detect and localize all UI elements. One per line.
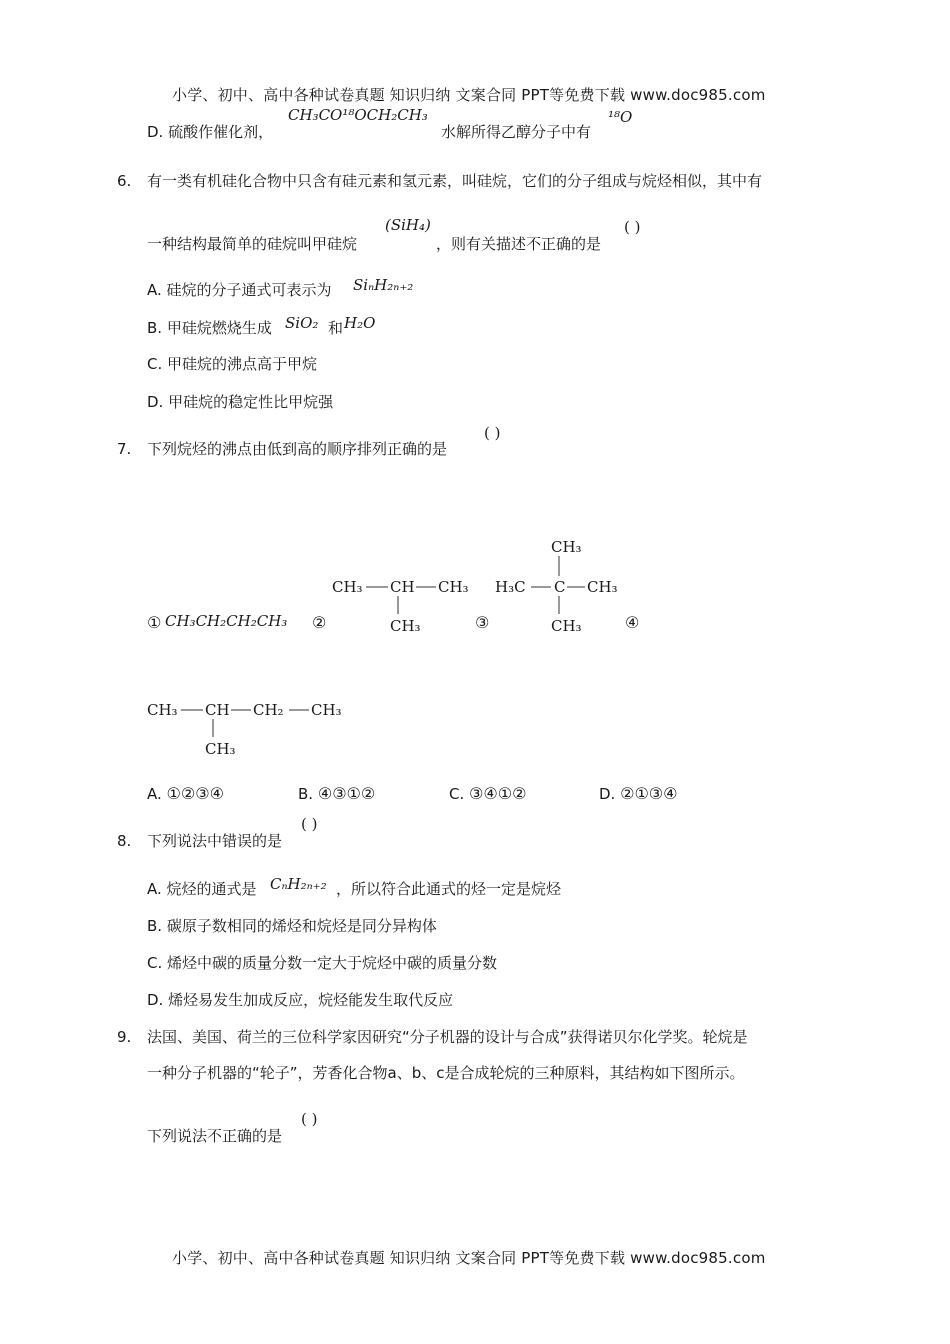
q6-option-b-formula1: SiO₂ bbox=[285, 314, 319, 332]
q7-stem: 下列烷烃的沸点由低到高的顺序排列正确的是 bbox=[147, 440, 448, 458]
q6-line2-prefix: 一种结构最简单的硅烷叫甲硅烷 bbox=[147, 235, 358, 253]
q6-line2-suffix: ，则有关描述不正确的是 bbox=[436, 235, 602, 253]
q6-number: 6. bbox=[117, 172, 132, 190]
s2-bottom: CH₃ bbox=[390, 617, 421, 635]
q6-line2-formula: (SiH₄) bbox=[385, 216, 431, 234]
q7-item3-label: ③ bbox=[475, 613, 490, 632]
s4-c1: CH₃ bbox=[147, 701, 178, 719]
q8-option-a-suffix: ，所以符合此通式的烃一定是烷烃 bbox=[336, 880, 562, 898]
s3-top: CH₃ bbox=[551, 538, 582, 556]
q8-option-a: A. 烷烃的通式是 bbox=[147, 880, 257, 898]
q6-option-b-formula2: H₂O bbox=[344, 314, 376, 332]
s3-bottom: CH₃ bbox=[551, 617, 582, 635]
q7-item4-label: ④ bbox=[625, 613, 640, 632]
q7-item1-formula: CH₃CH₂CH₂CH₃ bbox=[165, 612, 288, 630]
s4-c4: CH₃ bbox=[311, 701, 342, 719]
q9-line3: 下列说法不正确的是 bbox=[147, 1127, 283, 1145]
q9-line2: 一种分子机器的“轮子”，芳香化合物a、b、c是合成轮烷的三种原料，其结构如下图所示。 bbox=[147, 1064, 745, 1082]
q7-structure-2 bbox=[330, 570, 480, 640]
q7-structure-3 bbox=[493, 530, 628, 640]
q7-structure-4 bbox=[145, 693, 365, 763]
q8-number: 8. bbox=[117, 832, 132, 850]
q7-option-d-value: ②①③④ bbox=[620, 784, 678, 803]
q6-option-b: B. 甲硅烷燃烧生成 bbox=[147, 319, 272, 337]
q6-option-a: A. 硅烷的分子通式可表示为 bbox=[147, 281, 332, 299]
q8-option-d: D. 烯烃易发生加成反应，烷烃能发生取代反应 bbox=[147, 991, 454, 1009]
q7-number: 7. bbox=[117, 440, 132, 458]
q9-line1: 法国、美国、荷兰的三位科学家因研究“分子机器的设计与合成”获得诺贝尔化学奖。轮烷是 bbox=[147, 1028, 748, 1046]
q7-option-c-letter: C. bbox=[449, 785, 465, 803]
q6-option-c: C. 甲硅烷的沸点高于甲烷 bbox=[147, 355, 318, 373]
s2-left: CH₃ bbox=[332, 578, 363, 596]
s4-c3: CH₂ bbox=[253, 701, 284, 719]
s3-center: C bbox=[554, 578, 566, 596]
q7-option-c-value: ③④①② bbox=[469, 784, 527, 803]
q6-option-b-and: 和 bbox=[328, 319, 344, 337]
q8-option-b: B. 碳原子数相同的烯烃和烷烃是同分异构体 bbox=[147, 917, 437, 935]
q5-option-d-prefix: D. 硫酸作催化剂， bbox=[147, 123, 274, 141]
q8-option-a-formula: CₙH₂ₙ₊₂ bbox=[270, 875, 327, 893]
q5-option-d-middle: 水解所得乙醇分子中有 bbox=[441, 123, 592, 141]
q5-option-d bbox=[147, 122, 273, 142]
q7-option-b-value: ④③①② bbox=[317, 784, 376, 803]
q7-option-a-value: ①②③④ bbox=[166, 784, 224, 803]
q7-option-d-letter: D. bbox=[599, 785, 616, 803]
s4-bottom: CH₃ bbox=[205, 740, 236, 758]
q7-option-a-letter: A. bbox=[147, 785, 162, 803]
q7-option-c bbox=[449, 784, 526, 804]
q8-option-c: C. 烯烃中碳的质量分数一定大于烷烃中碳的质量分数 bbox=[147, 954, 498, 972]
q6-option-d: D. 甲硅烷的稳定性比甲烷强 bbox=[147, 393, 334, 411]
q6-line1: 有一类有机硅化合物中只含有硅元素和氢元素，叫硅烷，它们的分子组成与烷烃相似，其中有 bbox=[147, 172, 763, 190]
q5-option-d-formula: CH₃CO¹⁸OCH₂CH₃ bbox=[288, 106, 428, 124]
q7-option-b-letter: B. bbox=[298, 785, 314, 803]
q9-answer-paren: ( ) bbox=[301, 1110, 318, 1128]
page-footer: 小学、初中、高中各种试卷真题 知识归纳 文案合同 PPT等免费下载 www.doc985.com bbox=[172, 1249, 766, 1267]
q5-option-d-tail: ¹⁸O bbox=[608, 108, 633, 126]
q6-answer-paren: ( ) bbox=[624, 218, 641, 236]
page-header: 小学、初中、高中各种试卷真题 知识归纳 文案合同 PPT等免费下载 www.doc985.com bbox=[172, 86, 766, 104]
s2-center: CH bbox=[390, 578, 415, 596]
s3-right: CH₃ bbox=[587, 578, 618, 596]
q8-stem: 下列说法中错误的是 bbox=[147, 832, 283, 850]
s4-c2: CH bbox=[205, 701, 230, 719]
q7-item2-label: ② bbox=[312, 613, 327, 632]
q7-item1-label: ① bbox=[147, 613, 162, 632]
q7-option-a bbox=[147, 784, 224, 804]
q8-answer-paren: ( ) bbox=[301, 815, 318, 833]
s3-left: H₃C bbox=[495, 578, 526, 596]
q7-option-b bbox=[298, 784, 375, 804]
q9-number: 9. bbox=[117, 1028, 132, 1046]
q6-option-a-formula: SiₙH₂ₙ₊₂ bbox=[353, 276, 414, 294]
s2-right: CH₃ bbox=[438, 578, 469, 596]
q7-option-d bbox=[599, 784, 677, 804]
q7-answer-paren: ( ) bbox=[484, 424, 501, 442]
